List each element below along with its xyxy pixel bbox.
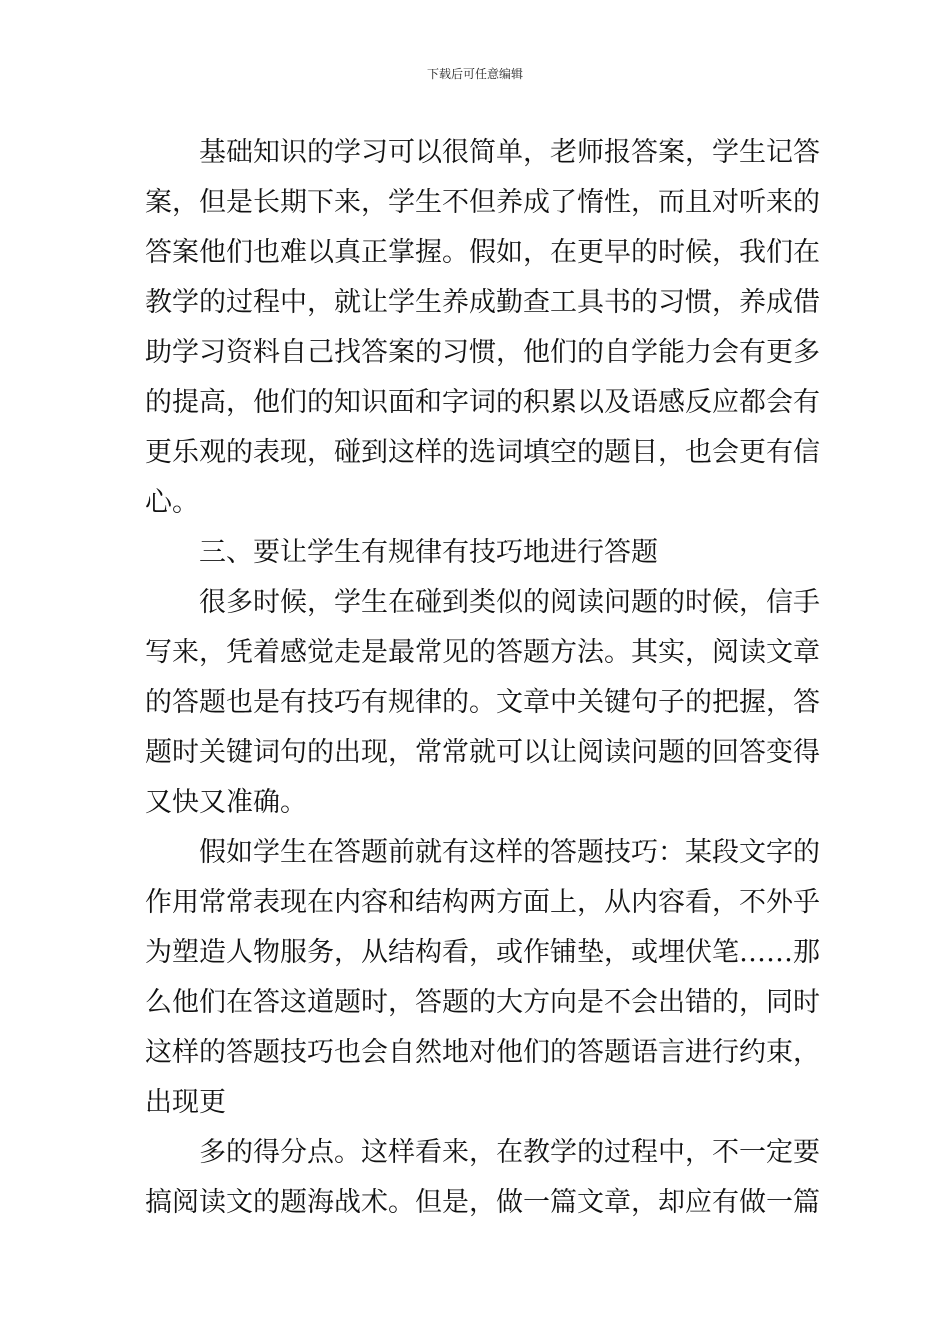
document-body [145, 128, 820, 1228]
paragraph-line: 搞阅读文的题海战术。但是，做一篇文章，却应有做一篇 [145, 1187, 820, 1218]
paragraph-line: 答案他们也难以真正掌握。假如，在更早的时候，我们在 [145, 237, 820, 268]
paragraph-line: 题时关键词句的出现，常常就可以让阅读问题的回答变得 [145, 737, 820, 768]
paragraph-line: 多的得分点。这样看来，在教学的过程中，不一定要 [199, 1137, 820, 1168]
paragraph-line: 的提高，他们的知识面和字词的积累以及语感反应都会有 [145, 387, 820, 418]
paragraph-line: 么他们在答这道题时，答题的大方向是不会出错的，同时 [145, 987, 820, 1018]
paragraph-line: 助学习资料自己找答案的习惯，他们的自学能力会有更多 [145, 337, 820, 368]
paragraph-line: 教学的过程中，就让学生养成勤查工具书的习惯，养成借 [145, 287, 820, 318]
paragraph-line: 出现更 [145, 1087, 226, 1118]
paragraph-line: 心。 [145, 487, 199, 518]
paragraph-line: 更乐观的表现，碰到这样的选词填空的题目，也会更有信 [145, 437, 820, 468]
paragraph-line: 为塑造人物服务，从结构看，或作铺垫，或埋伏笔……那 [145, 937, 820, 968]
paragraph-line: 写来，凭着感觉走是最常见的答题方法。其实，阅读文章 [145, 637, 820, 668]
paragraph-line: 又快又准确。 [145, 787, 307, 818]
paragraph-line: 案，但是长期下来，学生不但养成了惰性，而且对听来的 [145, 187, 820, 218]
paragraph-line: 假如学生在答题前就有这样的答题技巧：某段文字的 [199, 837, 820, 868]
paragraph-line: 这样的答题技巧也会自然地对他们的答题语言进行约束， [145, 1037, 820, 1068]
page-header-note: 下载后可任意编辑 [426, 67, 523, 81]
section-heading: 三、要让学生有规律有技巧地进行答题 [199, 537, 658, 568]
paragraph-line: 基础知识的学习可以很简单，老师报答案，学生记答 [199, 137, 820, 168]
paragraph-line: 作用常常表现在内容和结构两方面上，从内容看，不外乎 [145, 887, 820, 918]
paragraph-line: 的答题也是有技巧有规律的。文章中关键句子的把握，答 [145, 687, 820, 718]
paragraph-line: 很多时候，学生在碰到类似的阅读问题的时候，信手 [199, 587, 820, 618]
